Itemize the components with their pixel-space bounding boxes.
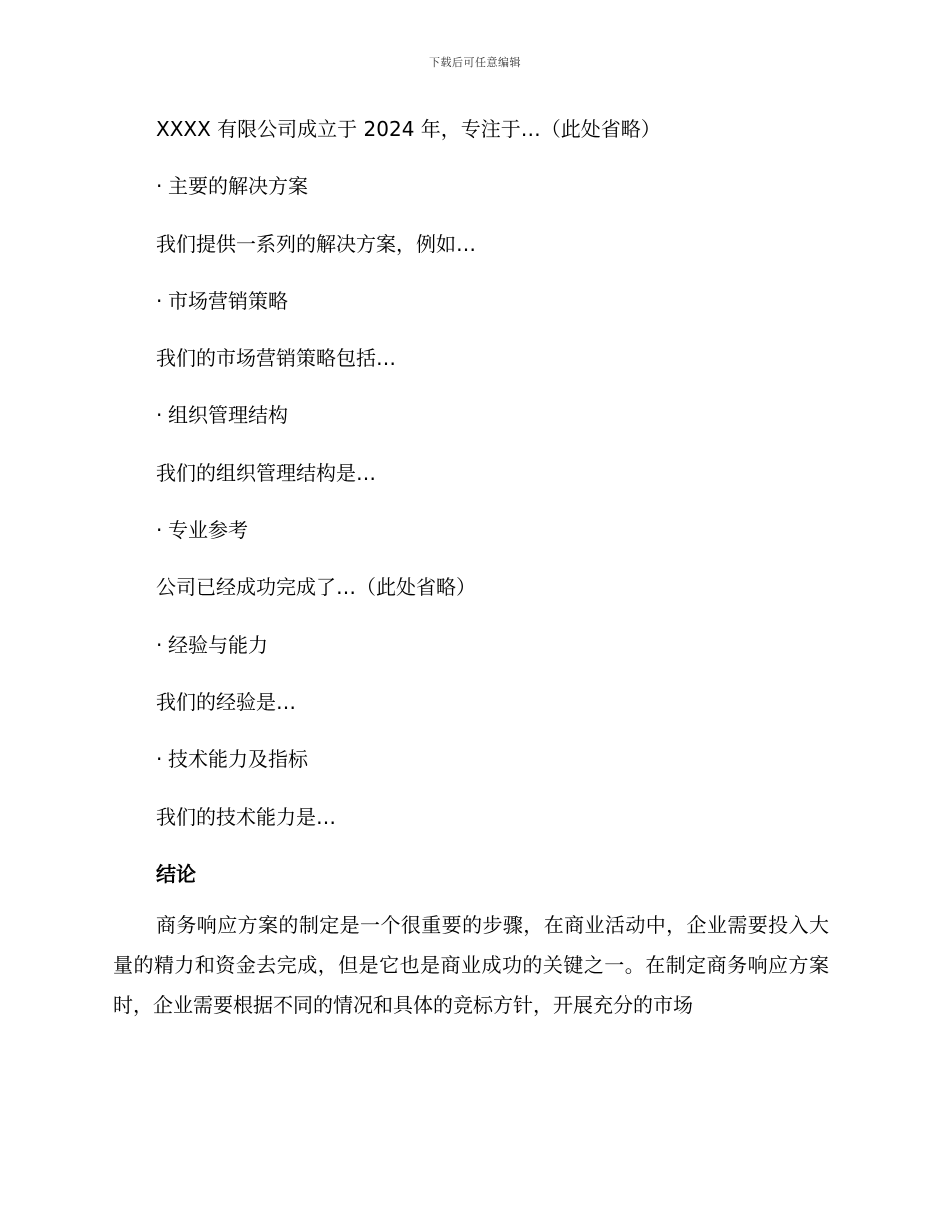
document-body	[113, 113, 833, 1025]
bullet: ·	[156, 174, 163, 199]
section-title	[113, 170, 833, 202]
section-title-text: 技术能力及指标	[168, 747, 308, 772]
section-title-text: 主要的解决方案	[168, 174, 308, 199]
intro-line: XXXX 有限公司成立于 2024 年，专注于…（此处省略）	[156, 117, 661, 141]
section-body: 我们提供一系列的解决方案，例如…	[156, 231, 476, 256]
section-title	[113, 399, 833, 431]
section-title	[113, 285, 833, 317]
section-title-text: 组织管理结构	[168, 403, 288, 428]
section-body: 我们的技术能力是…	[156, 804, 336, 829]
bullet: ·	[156, 747, 163, 772]
section-title	[113, 629, 833, 661]
bullet: ·	[156, 403, 163, 428]
bullet: ·	[156, 288, 163, 313]
conclusion-heading: 结论	[156, 861, 196, 886]
section-title-text: 市场营销策略	[168, 288, 288, 313]
section-title	[113, 514, 833, 546]
bullet: ·	[156, 632, 163, 657]
bullet: ·	[156, 518, 163, 543]
conclusion-paragraph: 商务响应方案的制定是一个很重要的步骤，在商业活动中，企业需要投入大量的精力和资金去完成，但是它也是商业成功的关键之一。在制定商务响应方案时，企业需要根据不同的情况和具体的竞标方针，开展充分的市场	[113, 913, 829, 1018]
section-title-text: 经验与能力	[168, 632, 268, 657]
section-body: 公司已经成功完成了…（此处省略）	[156, 575, 476, 600]
section-title	[113, 743, 833, 775]
section-body: 我们的经验是…	[156, 689, 296, 714]
section-body: 我们的市场营销策略包括…	[156, 346, 396, 371]
page-header: 下载后可任意编辑	[429, 56, 521, 69]
section-title-text: 专业参考	[168, 518, 248, 543]
section-body: 我们的组织管理结构是…	[156, 460, 376, 485]
